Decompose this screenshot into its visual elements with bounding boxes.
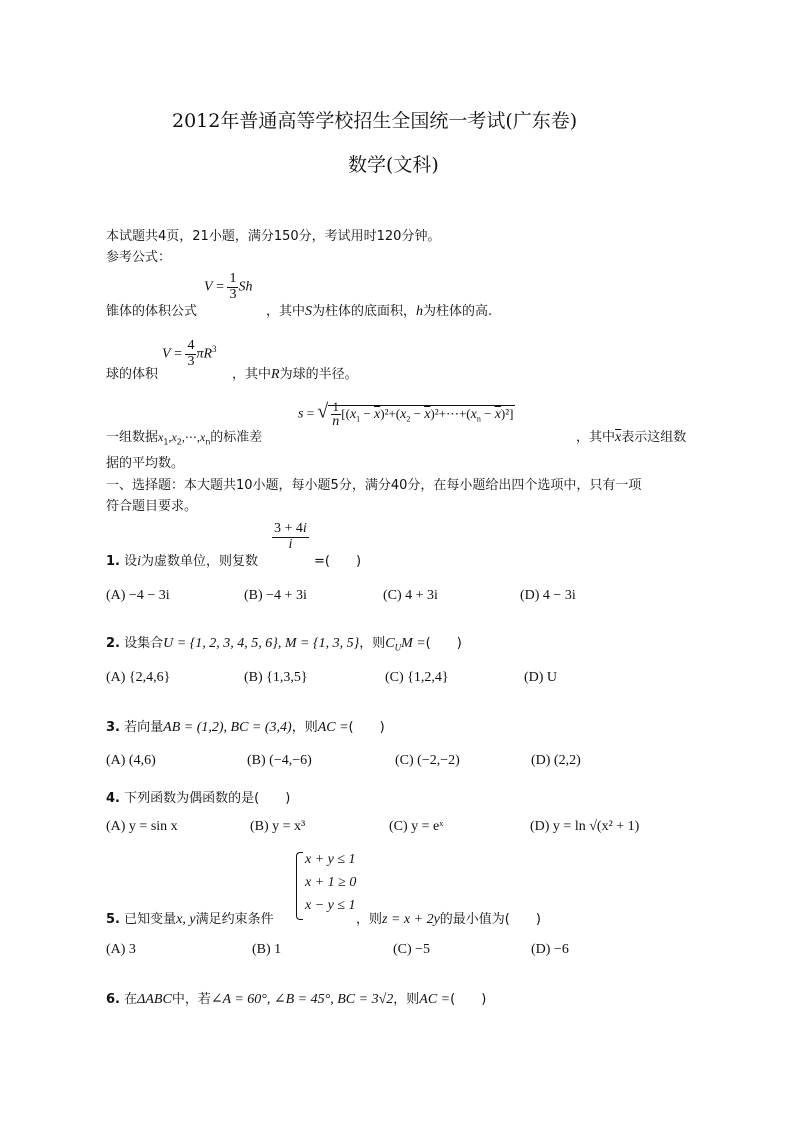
q1-option-a: (A) −4 − 3i xyxy=(106,588,170,603)
page-subtitle: 数学(文科) xyxy=(348,154,439,176)
question-2: 2. 设集合U = {1, 2, 3, 4, 5, 6}, M = {1, 3, 5}，则$C_UM$ =( ) xyxy=(106,636,462,653)
q2-option-c: (C) {1,2,4} xyxy=(385,670,449,685)
formula-stddev-tail: ，其中$\overline{x}$表示这组数 xyxy=(576,430,687,445)
q4-option-d: (D) y = ln √(x² + 1) xyxy=(530,819,640,834)
question-5: 5. 已知变量x, y满足约束条件 xyxy=(106,912,274,927)
q5-option-b: (B) 1 xyxy=(252,942,282,957)
q5-option-d: (D) −6 xyxy=(531,942,569,957)
q2-option-b: (B) {1,3,5} xyxy=(244,670,308,685)
q1-paren: =( ) xyxy=(314,554,362,569)
formula-stddev-lead: 一组数据$x_1,x_2,\cdots,x_n$的标准差 xyxy=(106,430,263,447)
q1-option-c: (C) 4 + 3i xyxy=(383,588,438,603)
stddev-expr: s = √ $\frac{1}{n}$ [$(x_1 - \overline{x})^2+(x_2$ − $\overline{x})^2+\cdots+(x_n - \overline{x})^2$] xyxy=(298,399,514,429)
q2-option-a: (A) {2,4,6} xyxy=(106,670,171,685)
cone-volume-expr: V = $\frac{1}{3}$ Sh xyxy=(204,271,253,302)
section-header-line1: 一、选择题：本大题共10小题，每小题5分，满分40分，在每小题给出四个选项中，只有一项 xyxy=(106,478,642,493)
q2-option-d: (D) U xyxy=(524,670,558,685)
q3-option-a: (A) (4,6) xyxy=(106,753,156,768)
question-6: 6. 在ΔABC中，若∠A = 60°, ∠B = 45°, BC = 3√2，则AC =( ) xyxy=(106,992,487,1007)
intro-text: 本试题共4页，21小题，满分150分，考试用时120分钟。 xyxy=(106,229,441,244)
question-5-tail: ，则z = x + 2y的最小值为( ) xyxy=(356,912,541,927)
q5-option-c: (C) −5 xyxy=(393,942,431,957)
formula-sphere-lead: 球的体积 xyxy=(106,367,159,382)
formula-cone-lead: 锥体的体积公式 xyxy=(106,304,198,319)
page-title: 2012年普通高等学校招生全国统一考试(广东卷) xyxy=(172,110,578,132)
formula-sphere-tail: ，其中R为球的半径。 xyxy=(232,367,358,382)
q3-option-d: (D) (2,2) xyxy=(531,753,581,768)
sphere-volume-expr: V = $\frac{4}{3}$ $\pi R^3$ xyxy=(162,338,217,369)
q1-fraction: $\frac{3 + 4i}{i}$ xyxy=(274,521,307,552)
formula-stddev xyxy=(106,396,706,466)
q3-option-b: (B) (−4,−6) xyxy=(247,753,312,768)
reference-label: 参考公式： xyxy=(106,250,172,265)
q1-option-b: (B) −4 + 3i xyxy=(244,588,307,603)
formula-cone-tail: ，其中S为柱体的底面积，h为柱体的高. xyxy=(266,304,493,319)
formula-stddev-line2: 据的平均数。 xyxy=(106,456,185,471)
question-4: 4. 下列函数为偶函数的是( ) xyxy=(106,791,291,806)
q3-option-c: (C) (−2,−2) xyxy=(395,753,460,768)
q5-option-a: (A) 3 xyxy=(106,942,136,957)
q5-constraint-2: x + 1 ≥ 0 xyxy=(305,875,357,890)
question-3: 3. 若向量AB = (1,2), BC = (3,4)，则AC =( ) xyxy=(106,720,385,735)
q4-option-c: (C) y = eˣ xyxy=(389,819,444,834)
q4-option-b: (B) y = x³ xyxy=(250,819,306,834)
section-header-line2: 符合题目要求。 xyxy=(106,499,198,514)
question-1: 1. 设i为虚数单位，则复数 $\frac{3 + 4i}{i}$ =( ) xyxy=(106,521,362,569)
q5-constraint-3: x − y ≤ 1 xyxy=(305,898,356,913)
q5-constraint-1: x + y ≤ 1 xyxy=(305,852,356,867)
q5-brace xyxy=(296,852,303,920)
q1-option-d: (D) 4 − 3i xyxy=(520,588,576,603)
q4-option-a: (A) y = sin x xyxy=(106,819,178,834)
